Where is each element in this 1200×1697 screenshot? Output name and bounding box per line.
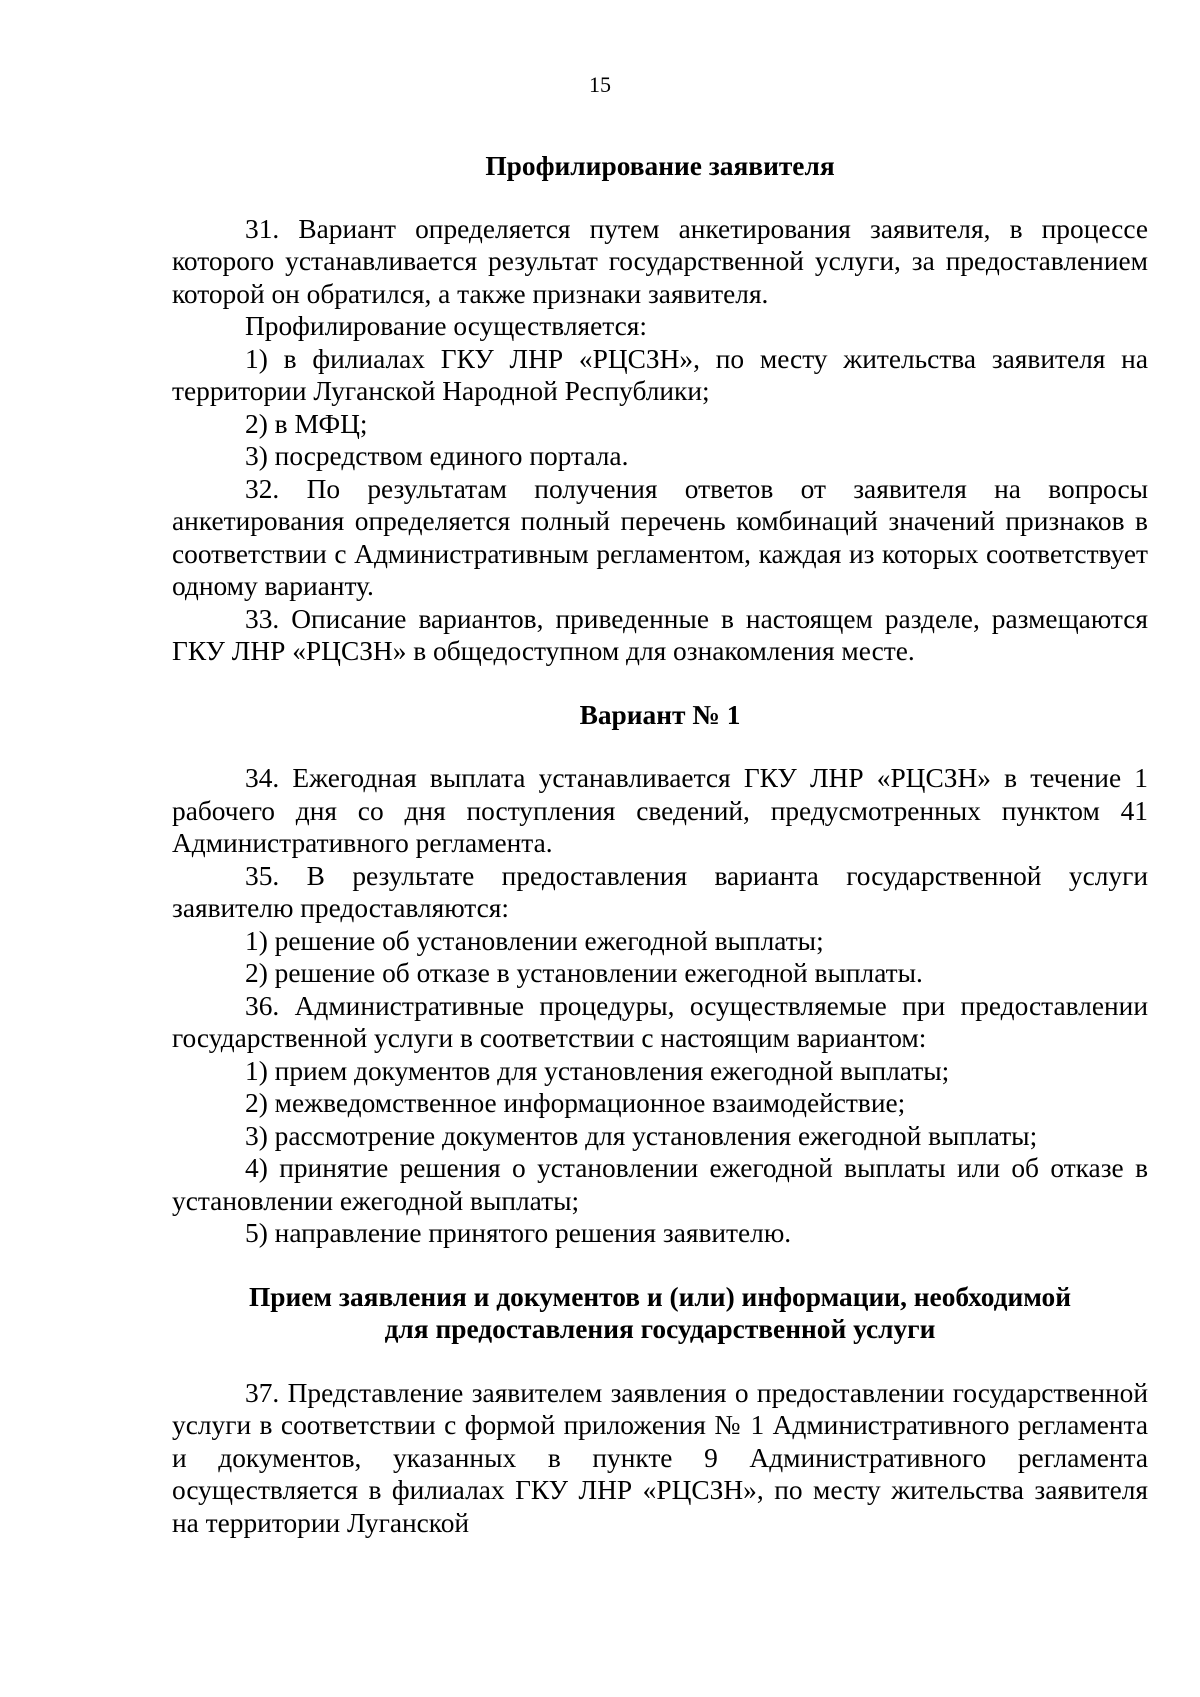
list-item-35-1: 1) решение об установлении ежегодной выплаты;: [245, 925, 824, 956]
list-item-36-5: 5) направление принятого решения заявителю.: [245, 1218, 792, 1248]
section-heading-application-intake-line-1: Прием заявления и документов и (или) информации, необходимой: [248, 1281, 1072, 1312]
page-content: [172, 150, 1148, 1539]
paragraph-34: 34. Ежегодная выплата устанавливается ГКУ ЛНР «РЦСЗН» в течение 1 рабочего дня со дня поступления сведений, предусмотренных пунктом 41 Административного регламента.: [172, 763, 1148, 858]
list-item-35-2: 2) решение об отказе в установлении ежегодной выплаты.: [245, 958, 923, 988]
paragraph-33: 33. Описание вариантов, приведенные в настоящем разделе, размещаются ГКУ ЛНР «РЦСЗН» в общедоступном для ознакомления месте.: [172, 603, 1148, 666]
paragraph-36: 36. Административные процедуры, осуществляемые при предоставлении государственной услуги в соответствии с настоящим вариантом:: [172, 990, 1148, 1053]
list-item-31-1: 1) в филиалах ГКУ ЛНР «РЦСЗН», по месту жительства заявителя на территории Луганской Народной Республики;: [172, 343, 1148, 406]
page-number: 15: [589, 72, 611, 97]
paragraph-31: 31. Вариант определяется путем анкетирования заявителя, в процессе которого устанавливается результат государственной услуги, за предоставлением которой он обратился, а также признаки заявителя.: [172, 213, 1148, 309]
list-item-36-4: 4) принятие решения о установлении ежегодной выплаты или об отказе в установлении ежегодной выплаты;: [172, 1153, 1148, 1216]
list-item-31-3: 3) посредством единого портала.: [245, 441, 629, 471]
paragraph-37: 37. Представление заявителем заявления о предоставлении государственной услуги в соответствии с формой приложения № 1 Административного регламента и документов, указанных в пункте 9 Административного регламента осуществляется в филиалах ГКУ ЛНР «РЦСЗН», по месту жительства заявителя на территории Луганской: [172, 1377, 1148, 1538]
section-heading-variant-1: Вариант № 1: [579, 699, 741, 730]
paragraph-32: 32. По результатам получения ответов от заявителя на вопросы анкетирования определяется полный перечень комбинаций значений признаков в соответствии с Административным регламентом, каждая из которых соответствует одному варианту.: [172, 473, 1148, 601]
section-heading-profiling: Профилирование заявителя: [485, 151, 835, 181]
paragraph-31-profiling: Профилирование осуществляется:: [245, 311, 647, 341]
paragraph-35: 35. В результате предоставления варианта государственной услуги заявителю предоставляются:: [172, 860, 1148, 923]
list-item-36-1: 1) прием документов для установления ежегодной выплаты;: [245, 1055, 950, 1086]
list-item-36-2: 2) межведомственное информационное взаимодействие;: [245, 1088, 906, 1118]
list-item-31-2: 2) в МФЦ;: [245, 408, 368, 439]
section-heading-application-intake: [172, 1281, 1148, 1346]
section-heading-application-intake-line-2: для предоставления государственной услуги: [384, 1314, 936, 1344]
list-item-36-3: 3) рассмотрение документов для установления ежегодной выплаты;: [245, 1120, 1038, 1151]
